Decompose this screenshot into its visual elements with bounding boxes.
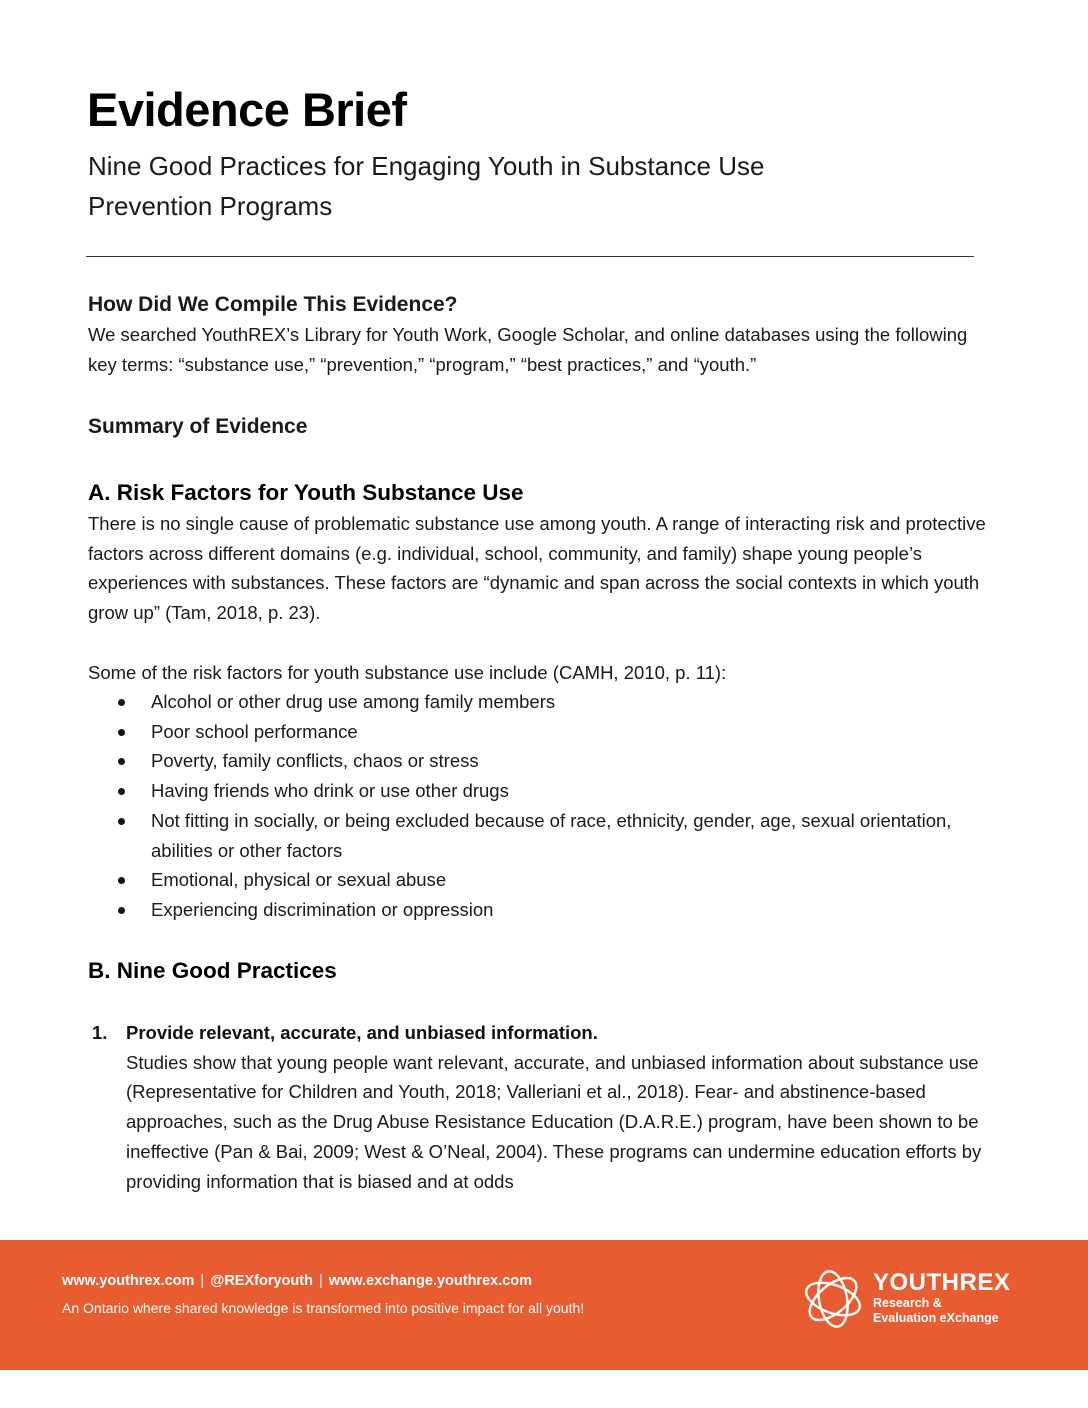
risk-paragraph: There is no single cause of problematic substance use among youth. A range of interacting risk and protective factors across different domains (e.g. individual, school, community, and family) shape young people’s experiences with substances. These factors are “dynamic and span across the social contexts in which youth grow up” (Tam, 2018, p. 23). bbox=[88, 513, 986, 624]
bullet-icon bbox=[118, 699, 125, 706]
link-separator: | bbox=[318, 1273, 323, 1289]
practice-item-1 bbox=[92, 1018, 992, 1196]
risk-intro-section bbox=[88, 658, 998, 688]
risk-intro-text: Some of the risk factors for youth substance use include (CAMH, 2010, p. 11): bbox=[88, 662, 727, 683]
compile-section bbox=[88, 290, 998, 379]
list-item: Alcohol or other drug use among family members bbox=[118, 687, 988, 717]
bullet-icon bbox=[118, 788, 125, 795]
practices-heading: B. Nine Good Practices bbox=[88, 958, 337, 983]
list-item: Having friends who drink or use other drugs bbox=[118, 776, 988, 806]
page-title: Evidence Brief bbox=[87, 83, 407, 136]
youthrex-logo bbox=[873, 1270, 1010, 1326]
list-item: Emotional, physical or sexual abuse bbox=[118, 865, 988, 895]
practice-title: Provide relevant, accurate, and unbiased information. bbox=[126, 1022, 598, 1043]
exchange-link[interactable]: www.exchange.youthrex.com bbox=[328, 1273, 533, 1289]
list-item: Experiencing discrimination or oppression bbox=[118, 895, 988, 925]
page-subtitle: Nine Good Practices for Engaging Youth in Substance Use Prevention Programs bbox=[88, 151, 765, 221]
bullet-icon bbox=[118, 877, 125, 884]
list-item: Poor school performance bbox=[118, 717, 988, 747]
orbit-rings-icon bbox=[800, 1266, 866, 1332]
summary-section bbox=[88, 412, 998, 442]
risk-section bbox=[88, 477, 998, 628]
risk-heading: A. Risk Factors for Youth Substance Use bbox=[88, 480, 524, 505]
bullet-icon bbox=[118, 818, 125, 825]
website-link[interactable]: www.youthrex.com bbox=[62, 1273, 195, 1289]
link-separator: | bbox=[200, 1273, 205, 1289]
logo-subtitle-2: Evaluation eXchange bbox=[873, 1311, 999, 1325]
practice-body: Studies show that young people want relevant, accurate, and unbiased information about substance use (Representative for Children and Youth, 2018; Valleriani et al., 2018). Fear- and abstinence-based approaches, such as the Drug Abuse Resistance Education (D.A.R.E.) program, have been shown to be ineffective (Pan & Bai, 2009; West & O’Neal, 2004). These programs can undermine education efforts by providing information that is biased and at odds bbox=[126, 1051, 982, 1192]
logo-name: YOUTHREX bbox=[873, 1269, 1011, 1296]
header-divider bbox=[86, 256, 974, 257]
practice-number: 1. bbox=[92, 1022, 108, 1043]
list-item: Not fitting in socially, or being excluded because of race, ethnicity, gender, age, sexual orientation, abilities or other factors bbox=[118, 806, 988, 865]
footer-links bbox=[62, 1273, 532, 1289]
twitter-link[interactable]: @REXforyouth bbox=[210, 1273, 313, 1289]
bullet-icon bbox=[118, 907, 125, 914]
summary-heading: Summary of Evidence bbox=[88, 415, 308, 438]
compile-heading: How Did We Compile This Evidence? bbox=[88, 293, 458, 316]
list-item: Poverty, family conflicts, chaos or stress bbox=[118, 746, 988, 776]
bullet-icon bbox=[118, 729, 125, 736]
footer-tagline: An Ontario where shared knowledge is transformed into positive impact for all youth! bbox=[62, 1300, 585, 1316]
bullet-icon bbox=[118, 758, 125, 765]
practices-section bbox=[88, 955, 998, 987]
compile-text: We searched YouthREX’s Library for Youth Work, Google Scholar, and online databases using the following key terms: “substance use,” “prevention,” “program,” “best practices,” and “youth.” bbox=[88, 324, 968, 375]
footer-banner bbox=[0, 1240, 1088, 1370]
logo-subtitle-1: Research & bbox=[873, 1296, 942, 1310]
risk-factor-list bbox=[118, 687, 988, 925]
